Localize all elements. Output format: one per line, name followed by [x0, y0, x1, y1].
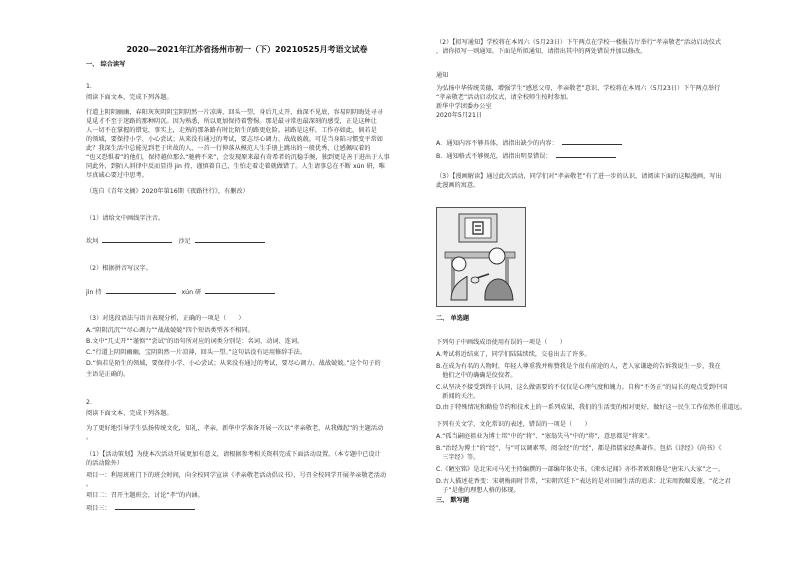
answer-a: A．通知内容不够具体，请指出缺少的内容：: [436, 140, 558, 147]
word-shazu: 沙足: [178, 238, 191, 245]
q3-option-c-cont: 新闻的关注。: [436, 393, 480, 400]
project-one: 项目一：利用班班门下的班会时间，向全校同学宣读《孝亲敬老活动倡议书》，号召全校同学开展孝亲敬老活动: [86, 472, 387, 479]
q2-intro-line: 为了更好地引导学生弘扬传统文化，知礼，孝亲，新华中学准备开展一次以“孝亲敬老，从我做起”的主题活动: [86, 425, 384, 432]
notice-signature: 新华中学团委办公室: [436, 103, 492, 110]
passage-line: 行道上阴阴幽幽，春阳灰灰阴阴宝阴阴然一片凉薄，回头一望，身后几丈开，曲深不见底，容易阴阴晦处寻寻: [86, 109, 383, 116]
answer-b: B．通知格式不够规范，请指出明显错误：: [436, 153, 552, 160]
q2-sub2-label-cont: ，请你拟写一则通知。下面是所拟通知，请指出其中的两处错误并加以修改。: [436, 48, 647, 55]
q1-sub1-answer-row: [86, 236, 408, 246]
notice-line: 为弘扬中华传统美德，增强学生“感恩父母，孝亲敬老”意识，学校将在本周六（5月23日）下午两点举行: [436, 85, 721, 92]
q2-intro-line: 。: [86, 434, 93, 441]
answer-blank[interactable]: [195, 236, 265, 243]
answer-blank[interactable]: [115, 503, 195, 510]
passage-line: 此？我深生活中总能见到老于世故的人，一首一行伸落从模范人生手册上跳出的一般优秀，让感佩叹着的: [86, 145, 371, 152]
q1-sub2-answer-row: [86, 287, 408, 297]
answer-blank[interactable]: [106, 287, 176, 294]
q2-instruction: 阅读下面文本，完成下列各题。: [86, 410, 173, 417]
pinyin-xunyan: xún 研: [181, 289, 202, 296]
project-three-row: [86, 503, 408, 513]
passage-line: 人一切不在掌握的错觉，事实上，走熟的那条路有时比陌生的路更危险。甚路是这样，工作亦如此，倘若是: [86, 127, 377, 134]
option-c[interactable]: C.“行道上阴阴幽幽，宝阴阴然一片凉薄，回头一望。”这句话没有运用修辞手法。: [86, 349, 306, 356]
q3-option-d[interactable]: D.由于特殊情况和勤俭节约和技术上的一系列成果，我们的生活变的相对更好，做好这一民生工作依然任重道远。: [436, 404, 746, 411]
passage-line: 觅觅才不至于迷路的那种阴沉。因为熟悉，所以更加保持着警惕。那是最寻常也最深刻的感受，正是这种让: [86, 118, 377, 125]
answer-blank[interactable]: [556, 151, 616, 158]
answer-blank[interactable]: [205, 287, 275, 294]
section1-heading: 一、 综合读写: [86, 61, 126, 68]
q4-option-c[interactable]: C.《陋室铭》是北宋司马光主持编撰的一部编年体史书。《涑水记闻》亦作者欧阳修是“唐宋八大家”之一。: [436, 466, 725, 473]
passage-source: （选自《青年文摘》2020年第16期《夜路往行》，有删改）: [86, 188, 249, 195]
q2-sub3-label-cont: 此漫画的寓意。: [436, 182, 480, 189]
section3-heading: 三、 默写题: [436, 497, 470, 504]
answer-blank[interactable]: [102, 236, 172, 243]
cartoon-illustration: [436, 207, 526, 307]
q1-sub3-label: （3）对选段语法与语言表现分析，正确的一项是（ ）: [86, 315, 245, 322]
passage-line: 同此外，到陌人斜律中反而显得 jin 持，谨慎着自己，生怕走着走着就做错了。人生请事总在不断 xún 研，唯: [86, 163, 385, 170]
option-d-cont: 主语是正确的。: [86, 371, 130, 378]
section2-heading: 二、 单选题: [436, 315, 470, 322]
word-kanke: 坎坷: [86, 238, 99, 245]
pinyin-jinchi: jìn 持: [86, 289, 102, 296]
q4-option-d[interactable]: D.古人描述花香变：宋朝梅雨时节常，“宋朝宫廷下”表达的是对田园生活的追求；北宋周敦颐爱莲，“花之君: [436, 478, 731, 485]
q2-sub1-label: （1）【活动策划】为使本次活动开展更加有意义，请根据参考相关资料完成下面活动设置。（本专题中已设计: [86, 451, 381, 458]
q3-stem: 下列句子中画线成语使用有误的一项是（ ）: [436, 339, 566, 346]
passage-line: 的领域，要保持小学、小心尝试；从来没有通过的考试，要志尽心调力、战战兢兢。可是当身陷习惯变平常如: [86, 136, 383, 143]
project-one-cont: 。: [86, 481, 93, 488]
q2-sub2-label: （2）【拟写通知】学校将在本周六（5月23日）下午两点在学校一楼报告厅举行“孝亲敬老”活动启动仪式: [436, 39, 722, 46]
q4-option-d-cont: 子”是他的理想人格的体现。: [436, 487, 520, 494]
project-three: 项目三：: [86, 505, 111, 512]
project-two: 项目二：召开主题班会，讨论“孝”的内涵。: [86, 492, 204, 499]
passage-line: “也又恐惧着”的他们，保持越位那么“驰骋不来”，会发现原来最有奇希者的沉稳手腕，独到更是善于进出于人事: [86, 154, 390, 161]
answer-blank[interactable]: [562, 138, 622, 145]
q2-number: 2.: [86, 399, 92, 406]
option-a[interactable]: A.“阴阴沉沉”“尽心调力”“战战兢兢”四个短语类型各不相同。: [86, 327, 254, 334]
passage-line: 尽真诚心要过中思考。: [86, 172, 148, 179]
q3-option-c[interactable]: C.从坚决不接受到终于认同，这么做需要的不仅仅是心理气度和魄力。自称“不务正”的局长的观点受到中国: [436, 384, 728, 391]
q4-option-a[interactable]: A.“孤当嗣庭祖业为博士邦”中的“将”、“塞翁失马”中的“将”，意思都是“将来”。: [436, 433, 654, 440]
answer-a-row: [436, 138, 758, 148]
q3-option-b[interactable]: B.在成为有名的人物时，年轻人尊重我并称赞我是个很有前途的人，老人家谦逊的告诉我说生一步，我在: [436, 363, 721, 370]
q1-instruction: 阅读下面文本，完成下列各题。: [86, 94, 173, 101]
q3-option-a[interactable]: A.考试将近结束了，同学们陆陆续续，交卷出去了许多。: [436, 351, 591, 358]
q1-sub2-label: （2）根据拼音写汉字。: [86, 265, 152, 272]
exam-title: 2020—2021年江苏省扬州市初一（下）20210525月考语文试卷: [126, 45, 368, 54]
option-d[interactable]: D.“倘若是陌生的领域，要保持小学、小心尝试；从来没有通过的考试，要尽心调力、战战兢兢。”这个句子的: [86, 360, 381, 367]
q4-option-b-cont: 三字经》等。: [436, 454, 480, 461]
q1-sub1-label: （1）请给文中画线字注音。: [86, 215, 165, 222]
q4-option-b[interactable]: B.“治经为博士”的“经”，与“可以调素琴，阅金经”的“经”，都是指儒家经典著作。包括《诗经》《尚书》《: [436, 445, 722, 452]
notice-heading: 通知: [436, 72, 449, 79]
notice-line: “孝亲敬老”活动启动仪式，请全校师生按时参加。: [436, 94, 573, 101]
q3-option-b-cont: 他们之中的确确是佼佼者。: [436, 372, 517, 379]
q1-number: 1.: [86, 83, 92, 90]
answer-b-row: [436, 151, 758, 161]
option-b[interactable]: B.文中“几丈开”“谨慎”“尝试”的语句所对应的词类分别是：名词、动词、连词。: [86, 338, 304, 345]
cartoon-drawing: [437, 208, 525, 306]
q4-stem: 下列有关文学、文化常识的表述，错误的一项是（ ）: [436, 421, 591, 428]
q2-sub1-label-cont: 的活动除外）: [86, 460, 124, 467]
q2-sub3-label: （3）【漫画解读】通过此次活动，同学们对“孝亲敬老”有了进一步的认识，请阅读下面的这幅漫画，写出: [436, 173, 722, 180]
notice-date: 2020年5月21日: [436, 112, 483, 119]
